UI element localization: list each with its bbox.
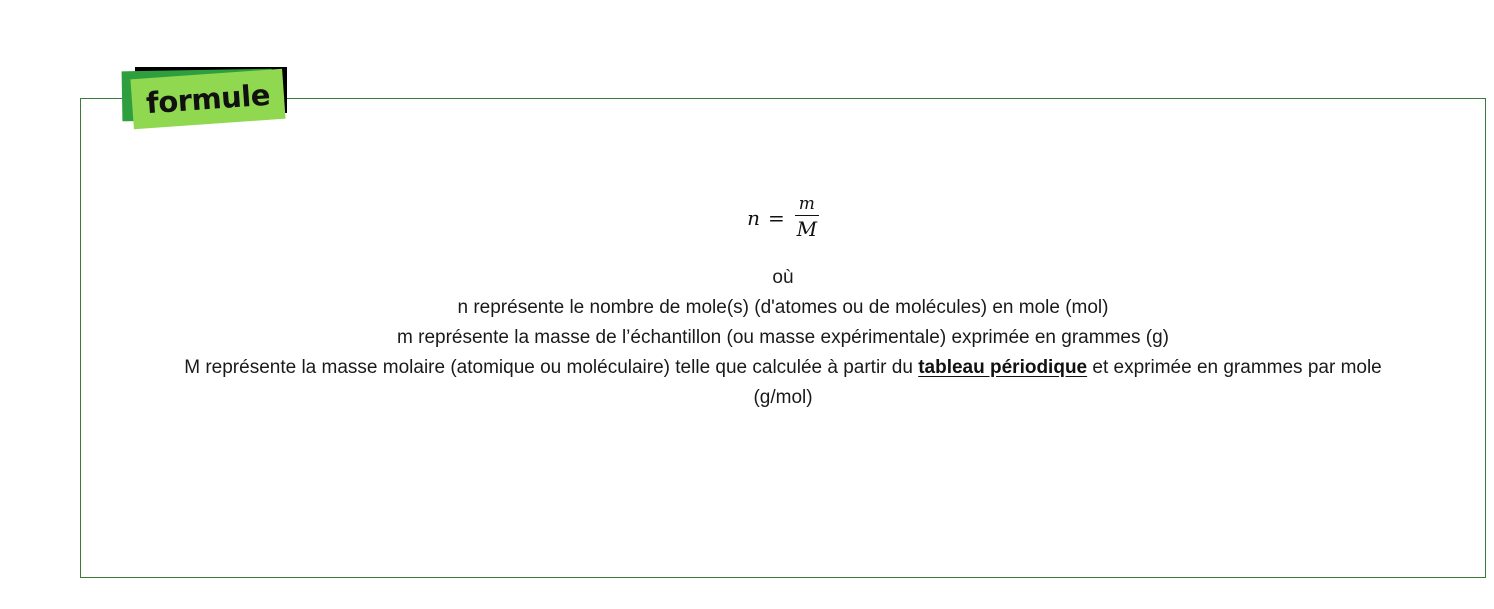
fraction-denominator: M bbox=[796, 217, 818, 241]
definition-n: n représente le nombre de mole(s) (d'atomes ou de molécules) en mole (mol) bbox=[457, 297, 1109, 318]
periodic-table-link[interactable]: tableau périodique bbox=[918, 357, 1088, 378]
equals-sign: = bbox=[768, 205, 785, 230]
definition-M-after: et exprimée en grammes par mole (g/mol) bbox=[753, 357, 1382, 408]
intro-text: où bbox=[772, 267, 794, 288]
formula-content bbox=[80, 98, 1486, 413]
definition-M-before: M représente la masse molaire (atomique ou moléculaire) telle que calculée à partir du bbox=[184, 357, 919, 378]
definition-M bbox=[183, 353, 1383, 413]
equation bbox=[80, 194, 1486, 241]
definition-m: m représente la masse de l’échantillon (ou masse expérimentale) exprimée en grammes (g) bbox=[397, 327, 1169, 348]
equation-lhs: n bbox=[747, 205, 760, 230]
fraction bbox=[795, 194, 819, 241]
fraction-numerator: m bbox=[795, 194, 819, 216]
definitions bbox=[80, 263, 1486, 413]
tag-label: formule bbox=[145, 77, 271, 121]
